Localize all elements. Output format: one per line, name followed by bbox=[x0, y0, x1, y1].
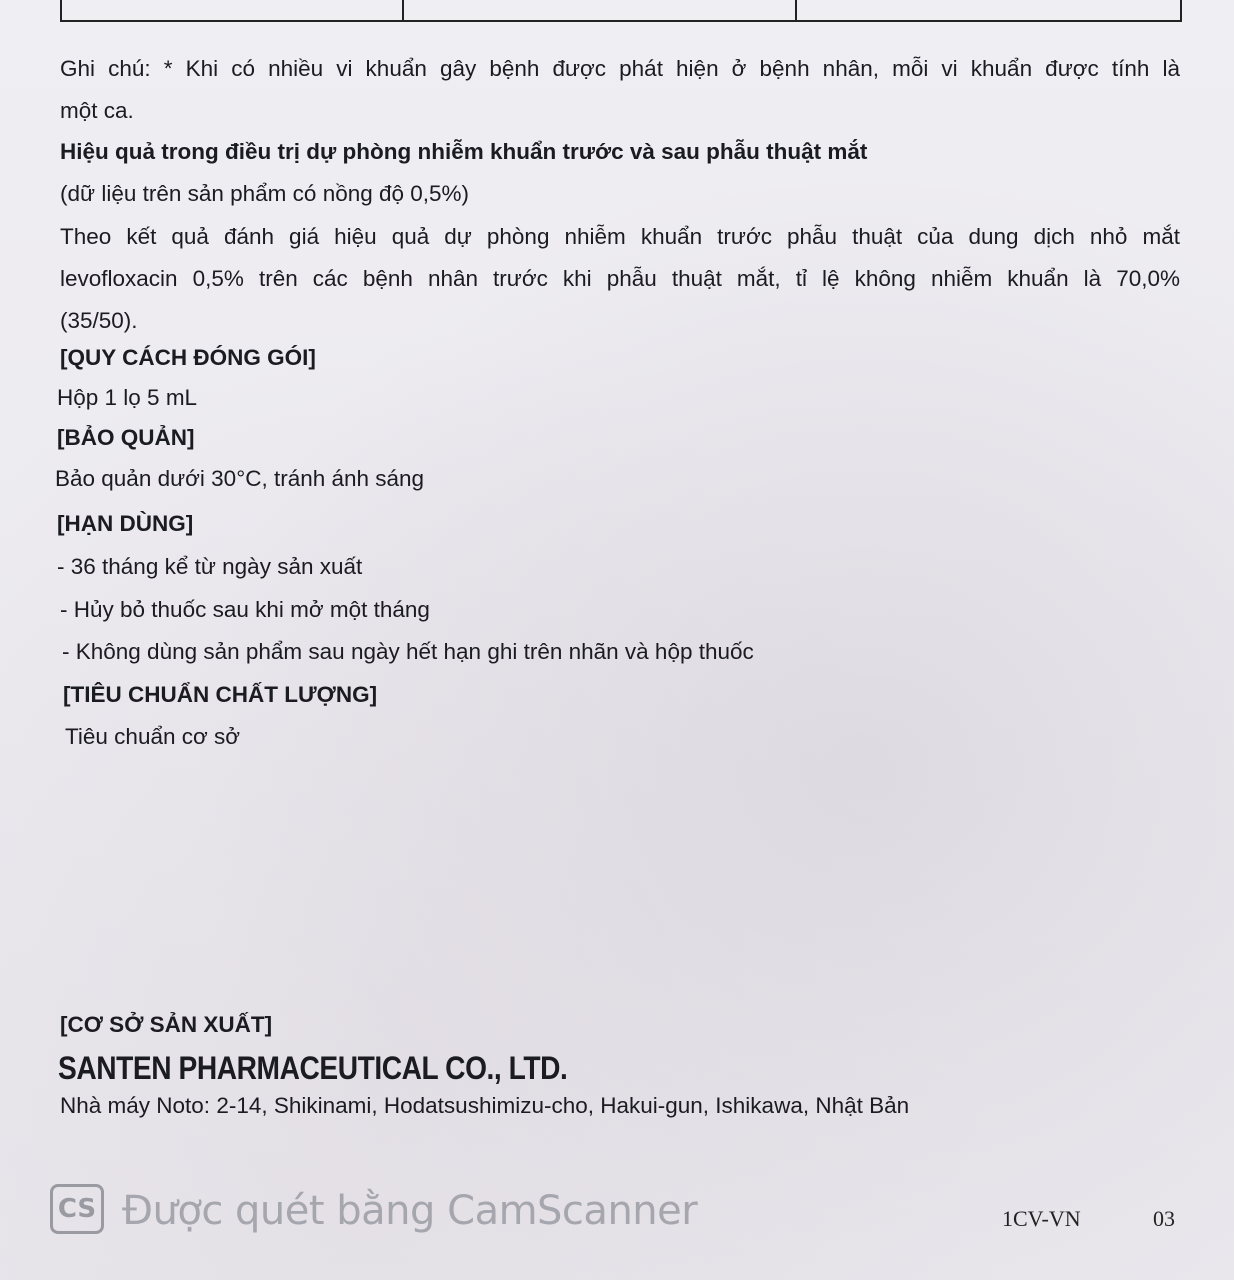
note-line-2: một ca. bbox=[60, 98, 134, 123]
storage-heading: [BẢO QUẢN] bbox=[57, 425, 195, 450]
efficacy-line-2: levofloxacin 0,5% trên các bệnh nhân trước khi phẫu thuật mắt, tỉ lệ không nhiễm khuẩn là 70,0% bbox=[60, 266, 1180, 291]
storage-text: Bảo quản dưới 30°C, tránh ánh sáng bbox=[55, 466, 425, 491]
manufacturer-heading: [CƠ SỞ SẢN XUẤT] bbox=[60, 1012, 273, 1037]
manufacturer-company-name: SANTEN PHARMACEUTICAL CO., LTD. bbox=[58, 1050, 568, 1086]
quality-heading: [TIÊU CHUẨN CHẤT LƯỢNG] bbox=[63, 682, 378, 707]
shelf-life-item: - Không dùng sản phẩm sau ngày hết hạn ghi trên nhãn và hộp thuốc bbox=[62, 639, 754, 664]
efficacy-subnote: (dữ liệu trên sản phẩm có nồng độ 0,5%) bbox=[60, 181, 470, 206]
manufacturer-address: Nhà máy Noto: 2-14, Shikinami, Hodatsushimizu-cho, Hakui-gun, Ishikawa, Nhật Bản bbox=[60, 1093, 910, 1118]
shelf-life-heading: [HẠN DÙNG] bbox=[57, 511, 194, 536]
packaging-text: Hộp 1 lọ 5 mL bbox=[57, 385, 198, 410]
camscanner-logo-icon: CS bbox=[50, 1184, 104, 1234]
table-column-divider bbox=[402, 0, 404, 22]
table-bottom-edge bbox=[60, 0, 1182, 22]
efficacy-heading: Hiệu quả trong điều trị dự phòng nhiễm khuẩn trước và sau phẫu thuật mắt bbox=[60, 139, 868, 164]
efficacy-line-3: (35/50). bbox=[60, 308, 138, 333]
camscanner-watermark: Được quét bằng CamScanner bbox=[122, 1188, 698, 1234]
efficacy-line-1: Theo kết quả đánh giá hiệu quả dự phòng nhiễm khuẩn trước phẫu thuật của dung dịch nhỏ mắt bbox=[60, 224, 1180, 249]
packaging-heading: [QUY CÁCH ĐÓNG GÓI] bbox=[60, 345, 316, 370]
table-column-divider bbox=[795, 0, 797, 22]
page-number: 03 bbox=[1153, 1206, 1175, 1231]
document-code: 1CV-VN bbox=[1002, 1206, 1081, 1231]
quality-text: Tiêu chuẩn cơ sở bbox=[65, 724, 241, 749]
shelf-life-item: - Hủy bỏ thuốc sau khi mở một tháng bbox=[60, 597, 430, 622]
shelf-life-item: - 36 tháng kể từ ngày sản xuất bbox=[57, 554, 363, 579]
note-line-1: Ghi chú: * Khi có nhiều vi khuẩn gây bệnh được phát hiện ở bệnh nhân, mỗi vi khuẩn được tính là bbox=[60, 56, 1180, 81]
